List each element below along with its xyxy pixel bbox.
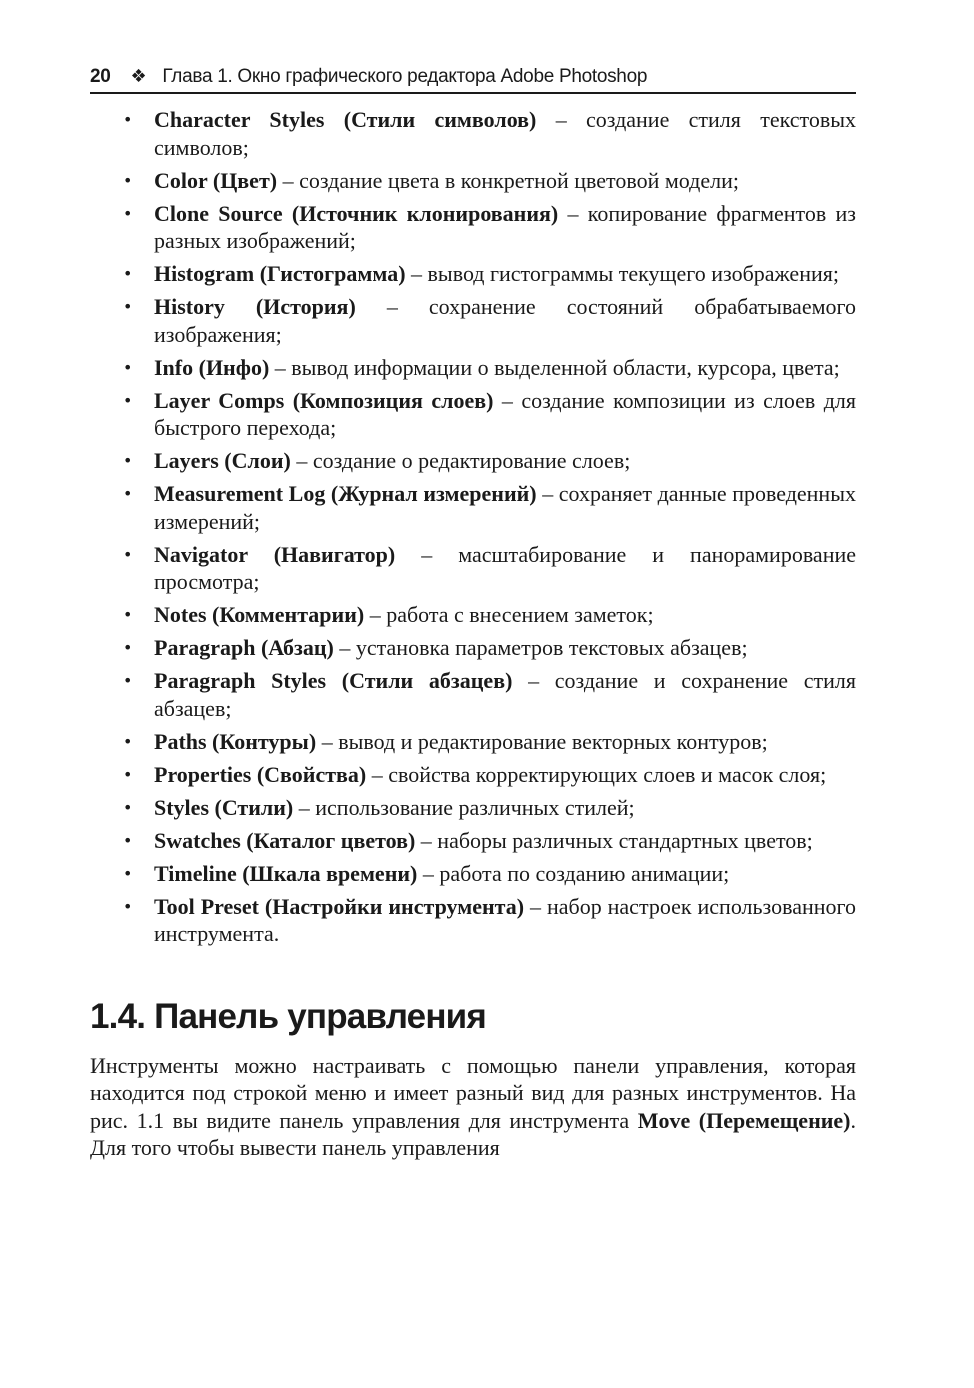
bullet-icon: • bbox=[123, 484, 133, 503]
ornament-icon: ❖ bbox=[130, 66, 147, 86]
body-paragraph bbox=[90, 1052, 856, 1162]
item-description: – сохранение состояний обрабатываемого изображения; bbox=[154, 294, 856, 347]
item-description: – наборы различных стандартных цветов; bbox=[415, 827, 813, 853]
bullet-icon: • bbox=[123, 830, 133, 850]
list-item bbox=[90, 447, 856, 475]
bullet-icon: • bbox=[123, 638, 133, 657]
item-description: – создание цвета в конкретной цветовой модели; bbox=[277, 167, 739, 193]
list-item bbox=[90, 167, 856, 195]
panel-list bbox=[90, 106, 856, 948]
item-term: Paths (Контуры) bbox=[154, 728, 317, 754]
item-term: Timeline (Шкала времени) bbox=[154, 860, 418, 886]
bullet-icon: • bbox=[123, 797, 133, 817]
list-item bbox=[90, 106, 856, 161]
item-term: Character Styles (Стили символов) bbox=[154, 107, 537, 132]
section-heading: 1.4. Панель управления bbox=[90, 996, 487, 1036]
list-item bbox=[90, 860, 856, 888]
item-description: – работа с внесением заметок; bbox=[364, 602, 654, 627]
bullet-icon: • bbox=[123, 297, 133, 316]
item-term: Tool Preset (Настройки инструмента) bbox=[154, 893, 525, 919]
list-item bbox=[90, 480, 856, 535]
bullet-icon: • bbox=[123, 110, 133, 129]
paragraph-term: Move (Перемещение) bbox=[637, 1107, 851, 1133]
list-item bbox=[90, 200, 856, 255]
item-term: Info (Инфо) bbox=[154, 354, 270, 380]
item-term: Notes (Комментарии) bbox=[154, 602, 365, 627]
item-description: – вывод информации о выделенной области, курсора, цвета; bbox=[269, 354, 840, 380]
item-term: Measurement Log (Журнал измерений) bbox=[154, 481, 537, 506]
item-term: Layer Comps (Композиция слоев) bbox=[154, 387, 494, 413]
bullet-icon: • bbox=[123, 390, 133, 410]
item-term: Styles (Стили) bbox=[154, 794, 294, 820]
list-item bbox=[90, 354, 856, 382]
item-term: Color (Цвет) bbox=[154, 167, 278, 193]
bullet-icon: • bbox=[123, 264, 133, 283]
list-item bbox=[90, 893, 856, 948]
item-description: – копирование фрагментов из разных изображений; bbox=[154, 200, 856, 253]
bullet-icon: • bbox=[123, 896, 133, 916]
bullet-icon: • bbox=[123, 764, 133, 784]
list-item bbox=[90, 541, 856, 596]
item-description: – создание о редактирование слоев; bbox=[290, 448, 631, 473]
bullet-icon: • bbox=[123, 731, 133, 751]
bullet-icon: • bbox=[123, 605, 133, 624]
bullet-icon: • bbox=[123, 357, 133, 377]
page-number: 20 bbox=[90, 66, 111, 87]
item-description: – создание и сохранение стиля абзацев; bbox=[154, 668, 856, 721]
item-term: Layers (Слои) bbox=[154, 448, 291, 473]
item-term: Paragraph Styles (Стили абзацев) bbox=[154, 668, 513, 693]
item-description: – установка параметров текстовых абзацев; bbox=[333, 635, 748, 660]
list-item bbox=[90, 728, 856, 756]
item-term: Swatches (Каталог цветов) bbox=[154, 827, 416, 853]
bullet-icon: • bbox=[123, 203, 133, 223]
item-description: – использование различных стилей; bbox=[293, 794, 635, 820]
item-description: – создание стиля текстовых символов; bbox=[154, 107, 857, 160]
chapter-title: Глава 1. Окно графического редактора Adobe Photoshop bbox=[162, 66, 648, 87]
item-term: Clone Source (Источник клонирования) bbox=[154, 200, 559, 226]
item-term: Paragraph (Абзац) bbox=[154, 635, 334, 660]
paragraph-text-end: . Для того чтобы вывести панель управления bbox=[90, 1107, 857, 1160]
list-item bbox=[90, 827, 856, 855]
paragraph-text-start: Инструменты можно настраивать с помощью панели управления, которая находится под строкой меню и имеет разный вид для разных инструментов. На рис. 1.1 вы видите панель управления для инструмента bbox=[90, 1052, 856, 1133]
item-description: – сохраняет данные проведенных измерений; bbox=[154, 481, 856, 534]
item-term: Navigator (Навигатор) bbox=[154, 541, 396, 567]
item-description: – создание композиции из слоев для быстрого перехода; bbox=[154, 387, 856, 440]
list-item bbox=[90, 761, 856, 789]
bullet-icon: • bbox=[123, 863, 133, 883]
list-item bbox=[90, 667, 856, 722]
list-item bbox=[90, 260, 856, 288]
list-item bbox=[90, 387, 856, 442]
list-item bbox=[90, 634, 856, 662]
bullet-icon: • bbox=[123, 170, 133, 190]
item-description: – работа по созданию анимации; bbox=[417, 860, 730, 886]
item-description: – вывод гистограммы текущего изображения; bbox=[405, 261, 839, 286]
bullet-icon: • bbox=[123, 451, 133, 470]
list-item bbox=[90, 293, 856, 348]
item-description: – вывод и редактирование векторных контуров; bbox=[316, 728, 768, 754]
list-item bbox=[90, 794, 856, 822]
bullet-icon: • bbox=[123, 544, 133, 564]
running-header bbox=[90, 66, 856, 94]
item-description: – набор настроек использованного инструмента. bbox=[154, 893, 856, 946]
item-description: – масштабирование и панорамирование просмотра; bbox=[154, 541, 857, 594]
list-item bbox=[90, 601, 856, 629]
item-term: Histogram (Гистограмма) bbox=[154, 261, 406, 286]
item-term: Properties (Свойства) bbox=[154, 761, 367, 787]
item-description: – свойства корректирующих слоев и масок слоя; bbox=[366, 761, 827, 787]
book-page bbox=[90, 66, 856, 1162]
bullet-icon: • bbox=[123, 671, 133, 690]
item-term: History (История) bbox=[154, 294, 356, 319]
